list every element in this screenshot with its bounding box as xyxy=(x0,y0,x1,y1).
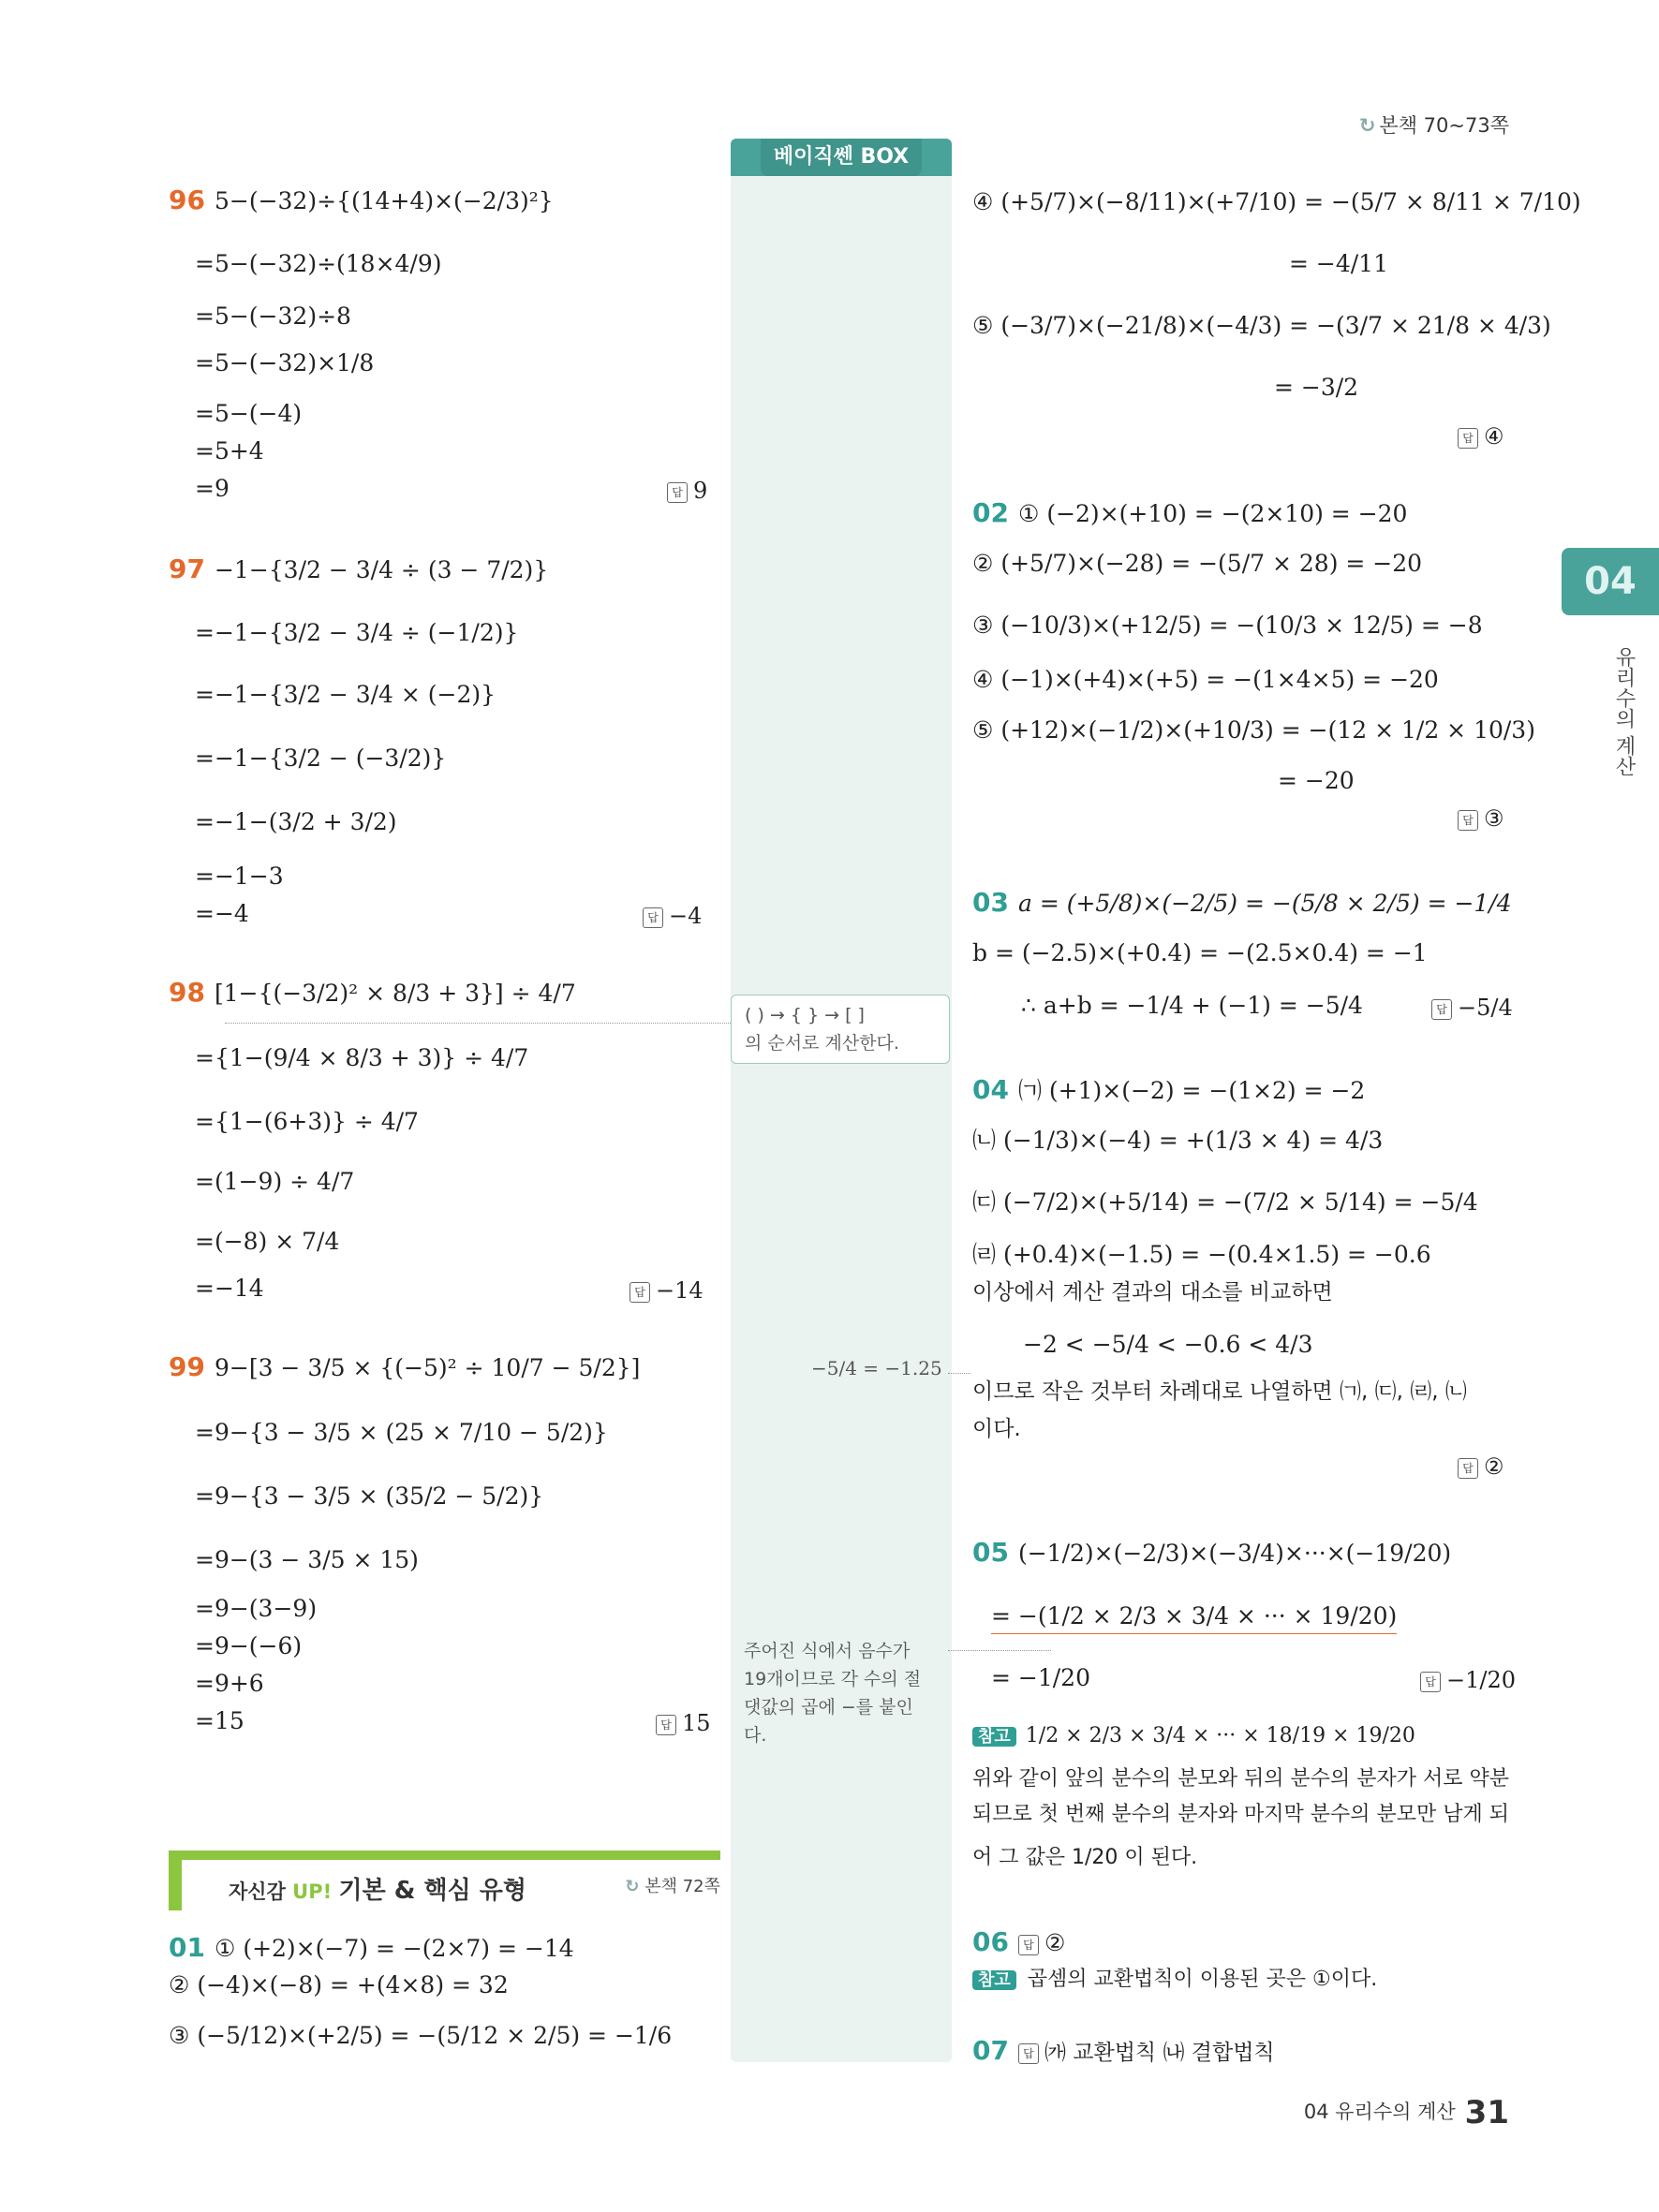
problem-97-line-4: =−1−(3/2 + 3/2) xyxy=(195,808,397,835)
problem-99-line-7: =15 xyxy=(195,1707,244,1734)
question-02-line-0: 02 ① (−2)×(+10) = −(2×10) = −20 xyxy=(972,497,1408,528)
question-07: 07 답 ㈎ 교환법칙 ㈏ 결합법칙 xyxy=(972,2035,1275,2066)
question-02-line-4: ⑤ (+12)×(−1/2)×(+10/3) = −(12 × 1/2 × 10/3) xyxy=(972,716,1535,744)
question-05-note-line-2: 어 그 값은 1/20 이 된다. xyxy=(972,1846,1198,1869)
book-page-reference: ↻ 본책 70~73쪽 xyxy=(1358,114,1509,137)
problem-99-answer: 답 15 xyxy=(656,1710,711,1736)
problem-97-line-6: =−4 xyxy=(195,900,249,927)
problem-96-line-6: =9 xyxy=(195,475,230,502)
question-01-answer: 답 ④ xyxy=(1458,423,1504,450)
answer-icon: 답 xyxy=(1018,2043,1039,2064)
problem-99-line-2: =9−{3 − 3/5 × (35/2 − 5/2)} xyxy=(195,1482,544,1510)
answer-icon: 답 xyxy=(630,1282,650,1303)
section-reference: ↻ 본책 72쪽 xyxy=(625,1877,720,1896)
problem-97-line-2: =−1−{3/2 − 3/4 × (−2)} xyxy=(195,681,496,708)
question-06: 06 답 ② xyxy=(972,1926,1066,1957)
problem-99-line-3: =9−(3 − 3/5 × 15) xyxy=(195,1546,419,1573)
basic-box-column xyxy=(731,139,952,2062)
problem-99-line-5: =9−(−6) xyxy=(195,1632,303,1659)
question-01-line-1: ② (−4)×(−8) = +(4×8) = 32 xyxy=(169,1971,509,1998)
problem-97-line-1: =−1−{3/2 − 3/4 ÷ (−1/2)} xyxy=(195,619,519,646)
question-04-line-0: 04 ㈀ (+1)×(−2) = −(1×2) = −2 xyxy=(972,1074,1366,1105)
problem-98-answer: 답 −14 xyxy=(630,1277,704,1304)
section-banner xyxy=(169,1851,720,1910)
problem-99-line-0: 99 9−[3 − 3/5 × {(−5)² ÷ 10/7 − 5/2}] xyxy=(169,1351,641,1382)
question-05-note-line-1: 되므로 첫 번째 분수의 분자와 마지막 분수의 분모만 남게 되 xyxy=(972,1803,1509,1826)
section-title: 자신감 UP! 기본 & 핵심 유형 xyxy=(229,1877,527,1905)
question-01-line-4: = −4/11 xyxy=(1289,250,1388,277)
question-01-line-0: 01 ① (+2)×(−7) = −(2×7) = −14 xyxy=(169,1932,574,1963)
problem-98-line-4: =(−8) × 7/4 xyxy=(195,1228,340,1255)
problem-97-line-3: =−1−{3/2 − (−3/2)} xyxy=(195,745,447,772)
question-04-answer: 답 ② xyxy=(1458,1453,1504,1480)
question-02-line-1: ② (+5/7)×(−28) = −(5/7 × 28) = −20 xyxy=(972,550,1423,577)
question-03-line-0: 03 a = (+5/8)×(−2/5) = −(5/8 × 2/5) = −1/4 xyxy=(972,887,1512,918)
chapter-tab: 04 xyxy=(1562,548,1659,615)
question-05-line-0: 05 (−1/2)×(−2/3)×(−3/4)×···×(−19/20) xyxy=(972,1537,1452,1568)
question-04-line-4: 이상에서 계산 결과의 대소를 비교하면 xyxy=(972,1280,1333,1305)
problem-96-answer: 답 9 xyxy=(667,478,707,504)
problem-98-line-2: ={1−(6+3)} ÷ 4/7 xyxy=(195,1108,419,1135)
answer-icon: 답 xyxy=(1458,1458,1478,1479)
bracket-order-note: ( ) → { } → [ ] 의 순서로 계산한다. xyxy=(731,995,950,1064)
answer-icon: 답 xyxy=(643,907,663,928)
question-01-line-6: = −3/2 xyxy=(1274,374,1359,401)
problem-99-line-4: =9−(3−9) xyxy=(195,1595,318,1622)
connector-line xyxy=(948,1373,970,1374)
connector-line xyxy=(948,1650,1051,1651)
question-04-line-3: ㈃ (+0.4)×(−1.5) = −(0.4×1.5) = −0.6 xyxy=(972,1241,1431,1268)
value-note: −5/4 = −1.25 xyxy=(811,1357,942,1379)
question-02-line-2: ③ (−10/3)×(+12/5) = −(10/3 × 12/5) = −8 xyxy=(972,612,1483,639)
footer-chapter: 04 유리수의 계산 xyxy=(1303,2101,1456,2123)
sign-note: 주어진 식에서 음수가 19개이므로 각 수의 절 댓값의 곱에 −를 붙인 다. xyxy=(744,1641,922,1746)
question-05-line-2: = −1/20 xyxy=(991,1664,1090,1691)
connector-line xyxy=(225,1023,731,1024)
question-03-line-2: ∴ a+b = −1/4 + (−1) = −5/4 xyxy=(1021,992,1363,1019)
problem-97-answer: 답 −4 xyxy=(643,903,702,929)
problem-96-line-1: =5−(−32)÷(18×4/9) xyxy=(195,250,442,277)
problem-96-line-2: =5−(−32)÷8 xyxy=(195,302,351,330)
answer-icon: 답 xyxy=(1420,1672,1441,1692)
problem-98-line-5: =−14 xyxy=(195,1275,264,1302)
question-06-note: 참고 곱셈의 교환법칙이 이용된 곳은 ①이다. xyxy=(972,1963,1377,1998)
answer-icon: 답 xyxy=(656,1715,676,1735)
problem-99-line-1: =9−{3 − 3/5 × (25 × 7/10 − 5/2)} xyxy=(195,1419,608,1446)
note-tag: 참고 xyxy=(972,1727,1016,1747)
question-05-line-1: = −(1/2 × 2/3 × 3/4 × ··· × 19/20) xyxy=(991,1600,1397,1634)
problem-97-line-0: 97 −1−{3/2 − 3/4 ÷ (3 − 7/2)} xyxy=(169,553,549,584)
question-04-line-1: ㈁ (−1/3)×(−4) = +(1/3 × 4) = 4/3 xyxy=(972,1127,1384,1154)
question-04-line-6: 이므로 작은 것부터 차례대로 나열하면 ㈀, ㈂, ㈃, ㈁ xyxy=(972,1379,1467,1404)
problem-96-line-5: =5+4 xyxy=(195,437,264,465)
problem-98-line-0: 98 [1−{(−3/2)² × 8/3 + 3}] ÷ 4/7 xyxy=(169,977,576,1008)
question-03-line-1: b = (−2.5)×(+0.4) = −(2.5×0.4) = −1 xyxy=(972,939,1428,966)
problem-98-line-1: ={1−(9/4 × 8/3 + 3)} ÷ 4/7 xyxy=(195,1044,529,1071)
question-05-answer: 답 −1/20 xyxy=(1420,1667,1516,1693)
question-03-answer: 답 −5/4 xyxy=(1431,995,1513,1021)
problem-96-line-0: 96 5−(−32)÷{(14+4)×(−2/3)²} xyxy=(169,184,554,215)
problem-96-line-3: =5−(−32)×1/8 xyxy=(195,349,375,376)
basic-box-title: 베이직쎈 BOX xyxy=(731,139,952,176)
problem-96-line-4: =5−(−4) xyxy=(195,400,303,427)
answer-icon: 답 xyxy=(667,482,688,503)
chapter-label: 유리수의 계산 xyxy=(1612,646,1636,776)
question-02-answer: 답 ③ xyxy=(1458,805,1504,832)
page-footer xyxy=(1304,2094,1509,2131)
answer-icon: 답 xyxy=(1431,999,1452,1020)
reference-icon: ↻ xyxy=(1358,114,1376,137)
question-01-line-5: ⑤ (−3/7)×(−21/8)×(−4/3) = −(3/7 × 21/8 × 4/3) xyxy=(972,312,1551,339)
note-tag: 참고 xyxy=(972,1970,1016,1990)
question-04-line-7: 이다. xyxy=(972,1417,1021,1441)
reference-icon: ↻ xyxy=(625,1877,640,1896)
question-05-note-expression: 참고 1/2 × 2/3 × 3/4 × ··· × 18/19 × 19/20 xyxy=(972,1719,1415,1754)
answer-icon: 답 xyxy=(1018,1935,1039,1955)
problem-97-line-5: =−1−3 xyxy=(195,863,284,890)
question-04-line-2: ㈂ (−7/2)×(+5/14) = −(7/2 × 5/14) = −5/4 xyxy=(972,1188,1478,1216)
page-number: 31 xyxy=(1464,2094,1509,2131)
question-01-line-3: ④ (+5/7)×(−8/11)×(+7/10) = −(5/7 × 8/11 × 7/10) xyxy=(972,188,1581,215)
problem-99-line-6: =9+6 xyxy=(195,1670,264,1697)
answer-icon: 답 xyxy=(1458,428,1478,449)
question-01-line-2: ③ (−5/12)×(+2/5) = −(5/12 × 2/5) = −1/6 xyxy=(169,2022,673,2049)
answer-icon: 답 xyxy=(1458,810,1478,831)
question-02-line-3: ④ (−1)×(+4)×(+5) = −(1×4×5) = −20 xyxy=(972,666,1439,693)
problem-98-line-3: =(1−9) ÷ 4/7 xyxy=(195,1168,355,1195)
question-05-note-line-0: 위와 같이 앞의 분수의 분모와 뒤의 분수의 분자가 서로 약분 xyxy=(972,1767,1509,1791)
question-02-line-5: = −20 xyxy=(1278,767,1355,794)
question-04-line-5: −2 < −5/4 < −0.6 < 4/3 xyxy=(1023,1331,1313,1358)
